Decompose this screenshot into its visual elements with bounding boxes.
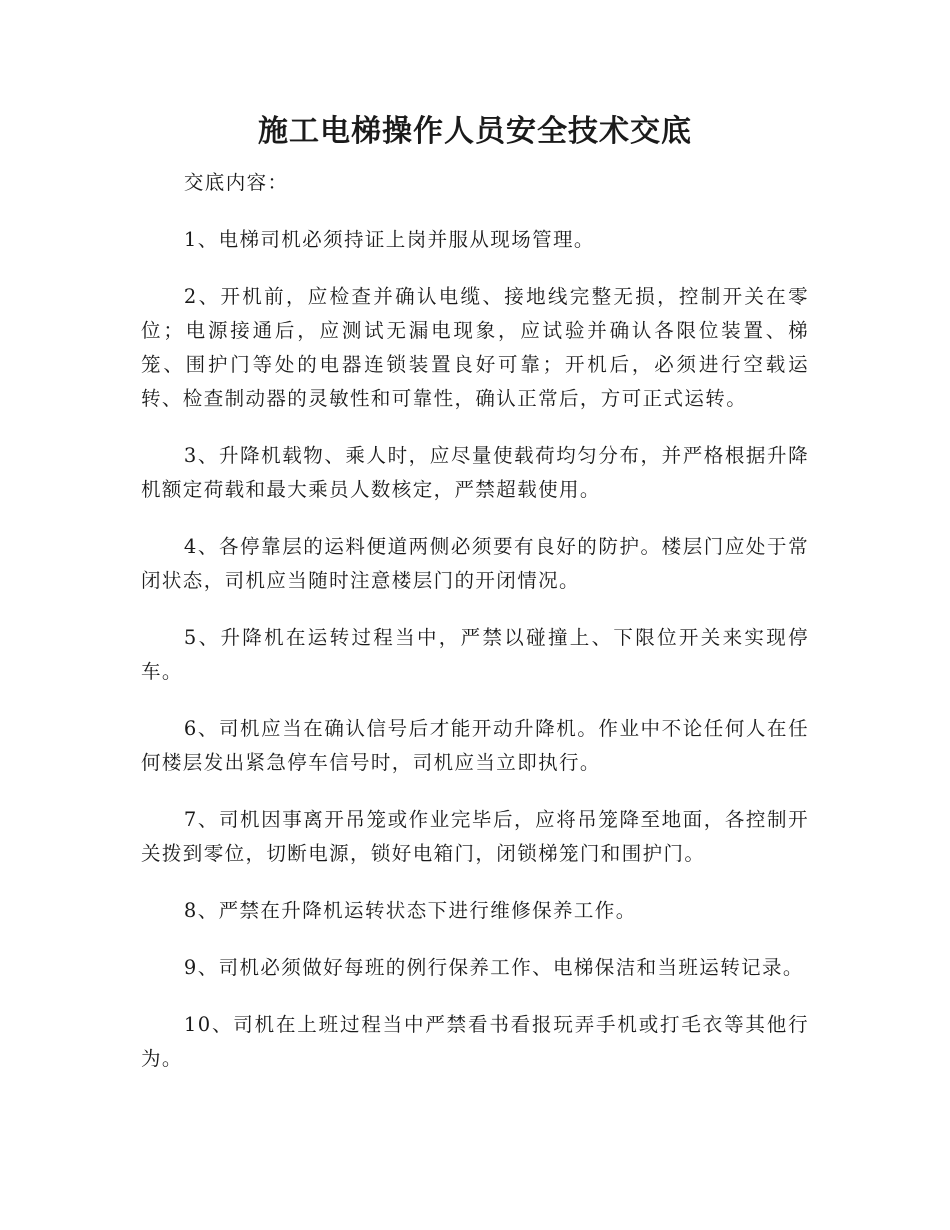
item-paragraph: 2、开机前，应检查并确认电缆、接地线完整无损，控制开关在零位；电源接通后，应测试无漏电现象，应试验并确认各限位装置、梯笼、围护门等处的电器连锁装置良好可靠；开机后，必须进行空载运转、检查制动器的灵敏性和可靠性，确认正常后，方可正式运转。 xyxy=(141,285,809,410)
item-paragraph: 5、升降机在运转过程当中，严禁以碰撞上、下限位开关来实现停车。 xyxy=(141,626,809,683)
item-paragraph: 1、电梯司机必须持证上岗并服从现场管理。 xyxy=(183,228,595,251)
item-paragraph: 6、司机应当在确认信号后才能开动升降机。作业中不论任何人在任何楼层发出紧急停车信号时，司机应当立即执行。 xyxy=(141,717,809,774)
item-paragraph: 8、严禁在升降机运转状态下进行维修保养工作。 xyxy=(183,899,637,922)
document-title: 施工电梯操作人员安全技术交底 xyxy=(258,114,692,149)
item-paragraph: 3、升降机载物、乘人时，应尽量使载荷均匀分布，并严格根据升降机额定荷载和最大乘员人数核定，严禁超载使用。 xyxy=(141,444,809,501)
item-paragraph: 7、司机因事离开吊笼或作业完毕后，应将吊笼降至地面，各控制开关拨到零位，切断电源，锁好电箱门，闭锁梯笼门和围护门。 xyxy=(141,808,809,865)
document-body xyxy=(141,166,809,1099)
item-paragraph: 4、各停靠层的运料便道两侧必须要有良好的防护。楼层门应处于常闭状态，司机应当随时注意楼层门的开闭情况。 xyxy=(141,535,809,592)
item-paragraph: 10、司机在上班过程当中严禁看书看报玩弄手机或打毛衣等其他行为。 xyxy=(141,1013,809,1070)
intro-paragraph: 交底内容： xyxy=(183,171,289,194)
item-paragraph: 9、司机必须做好每班的例行保养工作、电梯保洁和当班运转记录。 xyxy=(183,956,804,979)
